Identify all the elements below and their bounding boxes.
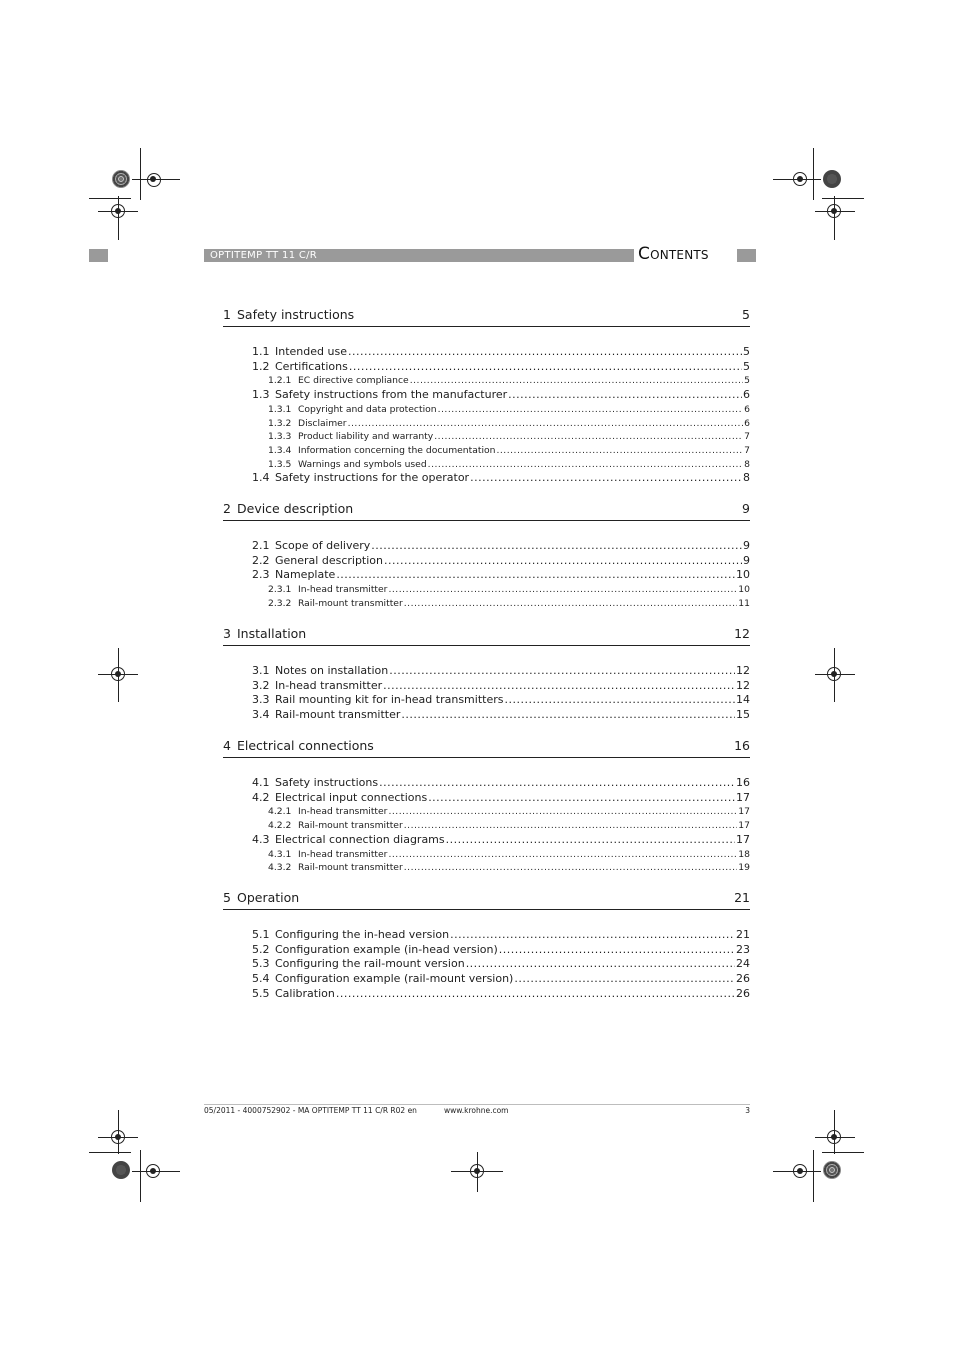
toc-dot-leader [514,972,735,986]
toc-entry-page: 8 [743,471,750,485]
color-rosette-icon [823,170,841,188]
toc-dot-leader [404,820,738,832]
toc-dot-leader [499,943,735,957]
toc-dot-leader [410,375,743,387]
toc-entry-page: 6 [744,417,750,429]
toc-subentry[interactable] [252,987,750,1001]
toc-entry-title: In-head transmitter [298,806,388,818]
toc-dot-leader [383,679,735,693]
toc-entry-page: 18 [738,848,750,860]
toc-subentry[interactable] [252,664,750,678]
toc-entry-title: Warnings and symbols used [298,458,427,470]
toc-entry-page: 17 [738,806,750,818]
toc-section-heading[interactable] [223,306,750,327]
toc-section-title: Safety instructions [237,307,355,322]
toc-dot-leader [348,345,742,359]
toc-entry-page: 7 [744,444,750,456]
toc-subentry[interactable] [252,791,750,805]
toc-subentry[interactable] [252,345,750,359]
toc-section-number: 5 [223,890,231,905]
header-product-name: OPTITEMP TT 11 C/R [210,250,318,261]
toc-entry-number: 2.3.1 [268,584,292,596]
toc-section-heading[interactable] [223,889,750,910]
toc-entry-page: 5 [744,375,750,387]
toc-entry-number: 4.1 [252,776,270,789]
toc-section-title: Operation [237,890,300,905]
toc-dot-leader [401,708,735,722]
color-rosette-icon [112,170,130,188]
toc-dot-leader [496,445,743,457]
toc-subentry[interactable] [252,928,750,942]
toc-subsubentry[interactable] [268,418,750,430]
toc-dot-leader [371,539,742,553]
toc-subentry[interactable] [252,539,750,553]
toc-subsubentry[interactable] [268,598,750,610]
toc-subsubentry[interactable] [268,459,750,471]
toc-subsubentry[interactable] [268,584,750,596]
toc-subentry[interactable] [252,360,750,374]
toc-section-number: 2 [223,501,231,516]
crosshair-icon [814,654,854,694]
toc-entry-title: In-head transmitter [275,678,383,692]
toc-entry-title: Scope of delivery [275,539,371,552]
toc-dot-leader [404,862,738,874]
toc-entry-title: In-head transmitter [298,584,388,596]
toc-entry-title: Rail-mount transmitter [275,708,401,722]
toc-subentry[interactable] [252,568,750,582]
crosshair-icon [98,654,138,694]
page-title: Contents [638,244,709,264]
toc-entry-page: 8 [744,458,750,470]
toc-entry-number: 1.1 [252,345,270,358]
toc-entry-page: 12 [736,664,750,677]
toc-entry-title: Configuration example (rail-mount version) [275,972,514,986]
toc-entry-page: 5 [743,345,750,358]
toc-entry-page: 10 [738,584,750,596]
toc-subsubentry[interactable] [268,862,750,874]
header-right-block [737,249,756,262]
toc-dot-leader [336,987,735,1001]
footer-website: www.krohne.com [444,1106,509,1115]
toc-entry-number: 4.3.2 [268,862,292,874]
toc-dot-leader [348,418,744,430]
toc-entry-number: 3.1 [252,664,270,677]
toc-entry-title: In-head transmitter [298,848,388,860]
toc-entry-number: 5.2 [252,942,270,956]
toc-section-heading[interactable] [223,737,750,758]
footer-doc-ref: 05/2011 - 4000752902 - MA OPTITEMP TT 11 C/R R02 en [204,1106,417,1115]
toc-entry-number: 4.2.1 [268,806,292,818]
toc-dot-leader [434,431,743,443]
toc-entry-title: Rail-mount transmitter [298,820,403,832]
crosshair-icon [133,159,173,199]
toc-entry-title: Electrical input connections [275,790,428,804]
crosshair-icon [457,1151,497,1191]
toc-section-page: 9 [742,501,750,516]
toc-entry-title: Configuring the rail-mount version [275,957,465,971]
toc-subsubentry[interactable] [268,445,750,457]
toc-entry-title: Electrical connection diagrams [275,832,445,846]
toc-entry-title: Nameplate [275,568,336,582]
toc-entry-number: 2.3 [252,568,270,582]
toc-entry-title: Copyright and data protection [298,403,437,415]
toc-section-title: Device description [237,501,354,516]
crosshair-icon [98,191,138,231]
toc-entry-page: 26 [736,986,750,1000]
footer-divider [204,1104,750,1105]
toc-section-page: 12 [734,626,750,641]
toc-subentry[interactable] [252,708,750,722]
toc-subentry[interactable] [252,776,750,790]
toc-entry-number: 1.4 [252,471,270,485]
toc-entry-page: 17 [736,790,750,804]
color-rosette-icon [112,1161,130,1179]
toc-entry-title: EC directive compliance [298,375,409,387]
toc-entry-page: 21 [736,928,750,941]
toc-dot-leader [508,388,742,402]
toc-entry-number: 4.2.2 [268,820,292,832]
footer-page-number: 3 [745,1106,750,1115]
crosshair-icon [133,1151,173,1191]
toc-dot-leader [388,806,737,818]
toc-section-title: Installation [237,626,307,641]
toc-entry-page: 6 [743,388,750,402]
toc-entry-page: 24 [736,957,750,971]
toc-entry-number: 5.5 [252,986,270,1000]
toc-entry-title: Information concerning the documentation [298,444,496,456]
toc-entry-number: 1.3.5 [268,458,292,470]
toc-subentry[interactable] [252,471,750,485]
toc-entry-page: 5 [743,359,750,373]
toc-entry-page: 17 [736,832,750,846]
toc-dot-leader [388,584,737,596]
toc-entry-number: 1.2 [252,359,270,373]
toc-subsubentry[interactable] [268,375,750,387]
toc-entry-title: General description [275,553,384,567]
toc-section-number: 4 [223,738,231,753]
toc-entry-number: 5.4 [252,972,270,986]
toc-dot-leader [379,776,735,790]
toc-entry-number: 3.3 [252,693,270,707]
toc-entry-title: Disclaimer [298,417,347,429]
toc-dot-leader [470,471,742,485]
toc-entry-title: Safety instructions from the manufacturer [275,388,508,402]
toc-entry-title: Configuration example (in-head version) [275,942,498,956]
toc-entry-title: Configuring the in-head version [275,928,450,941]
toc-entry-number: 1.3.2 [268,417,292,429]
toc-entry-page: 16 [736,776,750,789]
toc-entry-title: Safety instructions [275,776,379,789]
toc-entry-title: Rail-mount transmitter [298,597,403,609]
toc-entry-number: 2.1 [252,539,270,552]
toc-entry-page: 26 [736,972,750,986]
toc-dot-leader [504,693,735,707]
toc-entry-title: Product liability and warranty [298,431,434,443]
toc-dot-leader [428,459,743,471]
toc-entry-number: 2.2 [252,553,270,567]
toc-dot-leader [388,849,737,861]
toc-entry-number: 1.2.1 [268,375,292,387]
toc-entry-number: 1.3 [252,388,270,402]
crosshair-icon [98,1117,138,1157]
toc-dot-leader [349,360,742,374]
toc-dot-leader [336,568,735,582]
crosshair-icon [814,191,854,231]
toc-subentry[interactable] [252,693,750,707]
toc-entry-title: Rail mounting kit for in-head transmitters [275,693,504,707]
toc-subentry[interactable] [252,679,750,693]
toc-entry-number: 3.4 [252,708,270,722]
toc-subsubentry[interactable] [268,806,750,818]
toc-entry-number: 1.3.1 [268,403,292,415]
toc-section-heading[interactable] [223,500,750,521]
toc-section-page: 21 [734,890,750,905]
toc-entry-page: 19 [738,862,750,874]
toc-entry-title: Safety instructions for the operator [275,471,470,485]
toc-subentry[interactable] [252,833,750,847]
crosshair-icon [780,1151,820,1191]
toc-dot-leader [450,928,735,942]
toc-entry-title: Rail-mount transmitter [298,862,403,874]
toc-subsubentry[interactable] [268,820,750,832]
toc-entry-number: 1.3.3 [268,431,292,443]
toc-dot-leader [438,404,744,416]
toc-dot-leader [466,957,735,971]
toc-entry-page: 10 [736,568,750,582]
toc-section-heading[interactable] [223,625,750,646]
toc-entry-number: 4.3.1 [268,848,292,860]
toc-entry-page: 11 [738,597,750,609]
toc-entry-number: 1.3.4 [268,444,292,456]
toc-section-number: 3 [223,626,231,641]
toc-subentry[interactable] [252,957,750,971]
crosshair-icon [814,1117,854,1157]
header-left-block [89,249,108,262]
toc-entry-page: 14 [736,693,750,707]
toc-subentry[interactable] [252,972,750,986]
toc-dot-leader [428,791,735,805]
toc-subentry[interactable] [252,943,750,957]
toc-entry-number: 3.2 [252,678,270,692]
toc-subentry[interactable] [252,388,750,402]
toc-dot-leader [404,598,738,610]
toc-entry-title: Calibration [275,986,335,1000]
toc-section-page: 16 [734,738,750,753]
toc-entry-number: 2.3.2 [268,597,292,609]
toc-entry-page: 12 [736,678,750,692]
toc-section-number: 1 [223,307,231,322]
toc-dot-leader [384,554,742,568]
toc-subsubentry[interactable] [268,849,750,861]
toc-entry-page: 23 [736,942,750,956]
toc-dot-leader [389,664,735,678]
toc-dot-leader [446,833,735,847]
toc-entry-title: Intended use [275,345,347,358]
toc-subsubentry[interactable] [268,404,750,416]
toc-entry-page: 7 [744,431,750,443]
toc-entry-page: 9 [743,539,750,552]
toc-entry-number: 4.3 [252,832,270,846]
toc-section-page: 5 [742,307,750,322]
toc-entry-number: 5.3 [252,957,270,971]
toc-entry-page: 9 [743,553,750,567]
color-rosette-icon [823,1161,841,1179]
toc-entry-page: 15 [736,708,750,722]
toc-subentry[interactable] [252,554,750,568]
toc-entry-title: Certifications [275,359,348,373]
toc-section-title: Electrical connections [237,738,374,753]
toc-entry-number: 5.1 [252,928,270,941]
toc-subsubentry[interactable] [268,431,750,443]
toc-entry-page: 6 [744,403,750,415]
toc-entry-page: 17 [738,820,750,832]
toc-entry-number: 4.2 [252,790,270,804]
toc-entry-title: Notes on installation [275,664,389,677]
